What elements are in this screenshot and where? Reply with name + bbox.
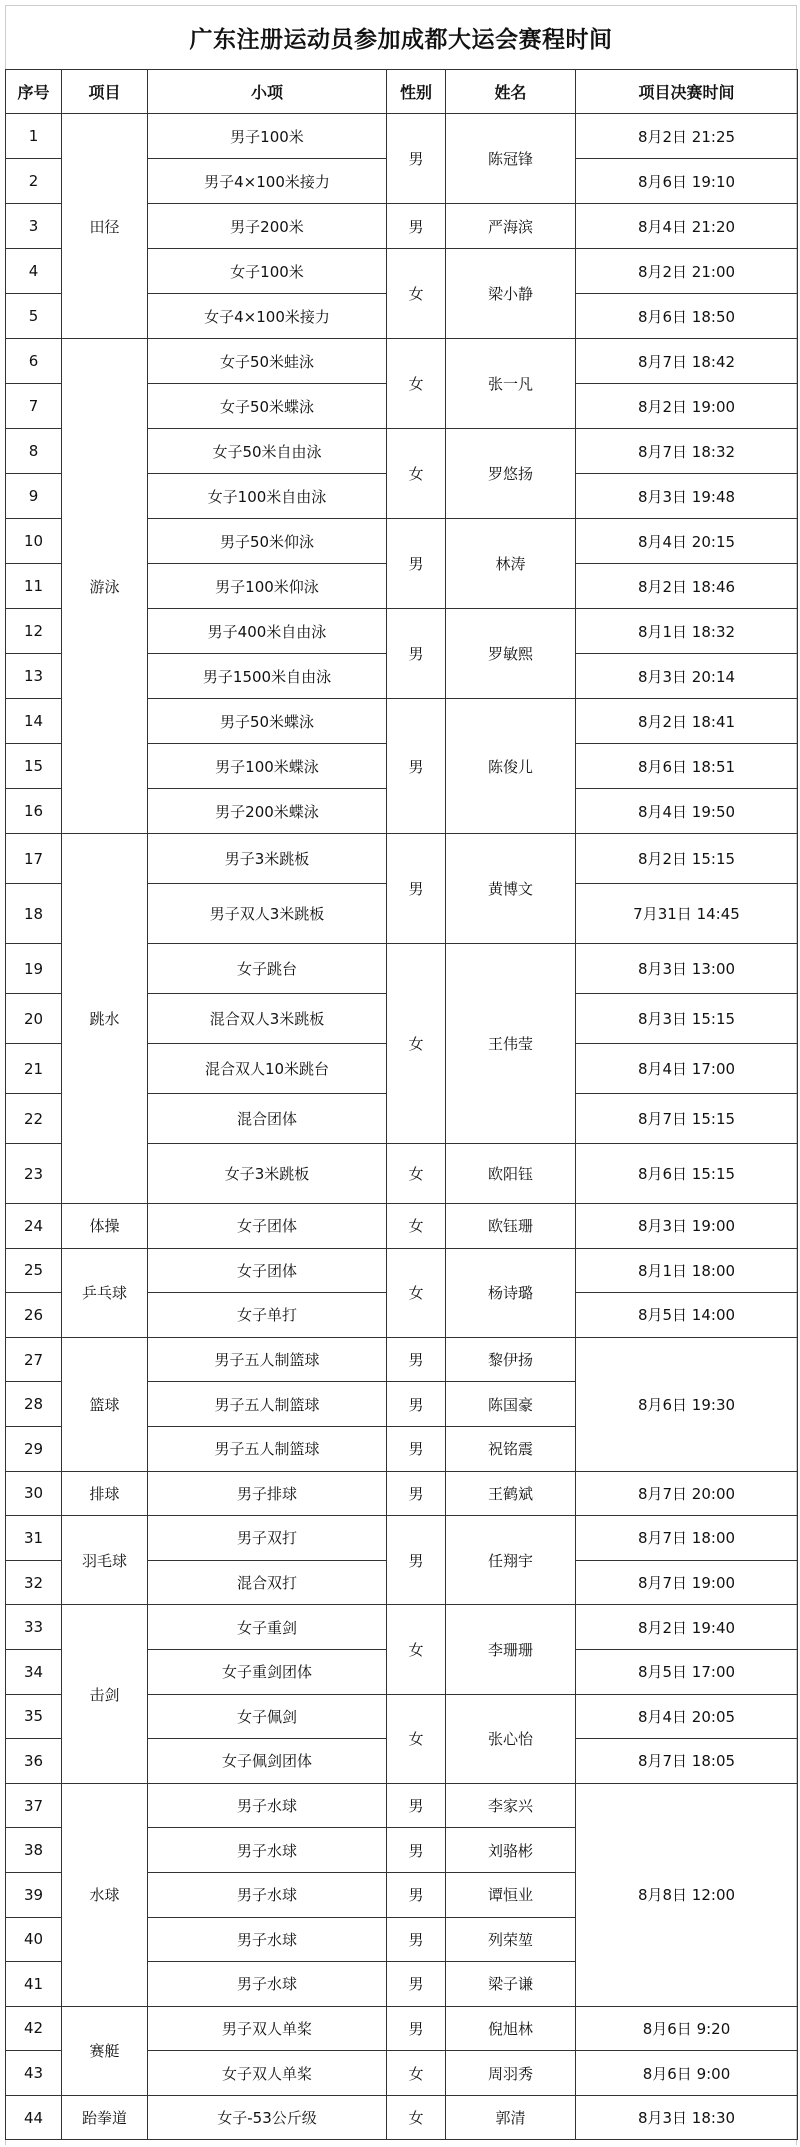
event-cell: 男子双人3米跳板 [148, 884, 387, 944]
row-number: 22 [6, 1094, 62, 1144]
event-cell: 女子100米 [148, 249, 387, 294]
table-row [6, 114, 798, 159]
final-time-cell: 8月7日 18:05 [576, 1739, 798, 1784]
gender-cell: 女 [387, 1248, 446, 1337]
row-number: 36 [6, 1739, 62, 1784]
gender-cell: 女 [387, 339, 446, 429]
row-number: 13 [6, 654, 62, 699]
row-number: 44 [6, 2095, 62, 2140]
row-number: 34 [6, 1649, 62, 1694]
event-cell: 男子双打 [148, 1516, 387, 1561]
final-time-cell: 8月2日 15:15 [576, 834, 798, 884]
final-time-cell: 8月4日 19:50 [576, 789, 798, 834]
row-number: 32 [6, 1560, 62, 1605]
athlete-name-cell: 周羽秀 [446, 2051, 576, 2096]
gender-cell: 男 [387, 1382, 446, 1427]
table-body [6, 114, 798, 2140]
athlete-name-cell: 陈国豪 [446, 1382, 576, 1427]
final-time-cell: 7月31日 14:45 [576, 884, 798, 944]
event-cell: 男子200米 [148, 204, 387, 249]
row-number: 15 [6, 744, 62, 789]
athlete-name-cell: 郭清 [446, 2095, 576, 2140]
gender-cell: 女 [387, 1204, 446, 1249]
athlete-name-cell: 李家兴 [446, 1783, 576, 1828]
row-number: 24 [6, 1204, 62, 1249]
header-final-time: 项目决赛时间 [576, 70, 798, 114]
row-number: 29 [6, 1426, 62, 1471]
final-time-cell: 8月5日 14:00 [576, 1293, 798, 1338]
event-cell: 女子跳台 [148, 944, 387, 994]
final-time-cell: 8月2日 19:40 [576, 1605, 798, 1650]
athlete-name-cell: 林涛 [446, 519, 576, 609]
sport-cell: 田径 [62, 114, 148, 339]
final-time-cell: 8月1日 18:00 [576, 1248, 798, 1293]
row-number: 25 [6, 1248, 62, 1293]
sport-cell: 击剑 [62, 1605, 148, 1783]
athlete-name-cell: 杨诗璐 [446, 1248, 576, 1337]
gender-cell: 男 [387, 204, 446, 249]
event-cell: 男子100米蝶泳 [148, 744, 387, 789]
athlete-name-cell: 谭恒业 [446, 1872, 576, 1917]
event-cell: 混合双人3米跳板 [148, 994, 387, 1044]
sport-cell: 排球 [62, 1471, 148, 1516]
row-number: 18 [6, 884, 62, 944]
row-number: 37 [6, 1783, 62, 1828]
row-number: 39 [6, 1872, 62, 1917]
event-cell: 男子水球 [148, 1917, 387, 1962]
final-time-cell: 8月6日 15:15 [576, 1144, 798, 1204]
gender-cell: 男 [387, 1962, 446, 2007]
table-row [6, 339, 798, 384]
row-number: 17 [6, 834, 62, 884]
athlete-name-cell: 王鹤斌 [446, 1471, 576, 1516]
event-cell: 男子100米仰泳 [148, 564, 387, 609]
athlete-name-cell: 黎伊扬 [446, 1337, 576, 1382]
row-number: 38 [6, 1828, 62, 1873]
event-cell: 女子4×100米接力 [148, 294, 387, 339]
event-cell: 男子五人制篮球 [148, 1426, 387, 1471]
athlete-name-cell: 黄博文 [446, 834, 576, 944]
schedule-table [5, 69, 798, 2140]
row-number: 14 [6, 699, 62, 744]
table-row [6, 1248, 798, 1293]
final-time-cell: 8月6日 9:00 [576, 2051, 798, 2096]
row-number: 20 [6, 994, 62, 1044]
athlete-name-cell: 列荣堃 [446, 1917, 576, 1962]
sport-cell: 体操 [62, 1204, 148, 1249]
row-number: 28 [6, 1382, 62, 1427]
athlete-name-cell: 祝铭震 [446, 1426, 576, 1471]
row-number: 6 [6, 339, 62, 384]
row-number: 1 [6, 114, 62, 159]
table-row [6, 2095, 798, 2140]
table-row [6, 1204, 798, 1249]
event-cell: 女子佩剑团体 [148, 1739, 387, 1784]
gender-cell: 男 [387, 1337, 446, 1382]
row-number: 43 [6, 2051, 62, 2096]
row-number: 21 [6, 1044, 62, 1094]
event-cell: 男子100米 [148, 114, 387, 159]
event-cell: 男子50米蝶泳 [148, 699, 387, 744]
row-number: 35 [6, 1694, 62, 1739]
final-time-cell: 8月8日 12:00 [576, 1783, 798, 2006]
event-cell: 混合双人10米跳台 [148, 1044, 387, 1094]
athlete-name-cell: 欧钰珊 [446, 1204, 576, 1249]
header-sport: 项目 [62, 70, 148, 114]
row-number: 23 [6, 1144, 62, 1204]
gender-cell: 女 [387, 2095, 446, 2140]
sport-cell: 乒乓球 [62, 1248, 148, 1337]
athlete-name-cell: 罗悠扬 [446, 429, 576, 519]
final-time-cell: 8月3日 19:00 [576, 1204, 798, 1249]
event-cell: 女子100米自由泳 [148, 474, 387, 519]
page-title: 广东注册运动员参加成都大运会赛程时间 [189, 26, 613, 53]
row-number: 12 [6, 609, 62, 654]
gender-cell: 男 [387, 1828, 446, 1873]
header-event: 小项 [148, 70, 387, 114]
row-number: 30 [6, 1471, 62, 1516]
row-number: 2 [6, 159, 62, 204]
gender-cell: 男 [387, 519, 446, 609]
final-time-cell: 8月7日 20:00 [576, 1471, 798, 1516]
final-time-cell: 8月6日 19:30 [576, 1337, 798, 1471]
sport-cell: 羽毛球 [62, 1516, 148, 1605]
athlete-name-cell: 梁子谦 [446, 1962, 576, 2007]
athlete-name-cell: 刘骆彬 [446, 1828, 576, 1873]
gender-cell: 男 [387, 1783, 446, 1828]
gender-cell: 男 [387, 2006, 446, 2051]
final-time-cell: 8月4日 20:15 [576, 519, 798, 564]
row-number: 33 [6, 1605, 62, 1650]
event-cell: 男子双人单桨 [148, 2006, 387, 2051]
final-time-cell: 8月7日 18:00 [576, 1516, 798, 1561]
athlete-name-cell: 倪旭林 [446, 2006, 576, 2051]
event-cell: 女子50米自由泳 [148, 429, 387, 474]
event-cell: 女子团体 [148, 1204, 387, 1249]
header-no: 序号 [6, 70, 62, 114]
event-cell: 男子水球 [148, 1783, 387, 1828]
event-cell: 男子4×100米接力 [148, 159, 387, 204]
event-cell: 女子50米蛙泳 [148, 339, 387, 384]
final-time-cell: 8月2日 21:00 [576, 249, 798, 294]
final-time-cell: 8月1日 18:32 [576, 609, 798, 654]
row-number: 40 [6, 1917, 62, 1962]
event-cell: 男子五人制篮球 [148, 1337, 387, 1382]
header-name: 姓名 [446, 70, 576, 114]
gender-cell: 女 [387, 249, 446, 339]
row-number: 3 [6, 204, 62, 249]
gender-cell: 女 [387, 1694, 446, 1783]
row-number: 8 [6, 429, 62, 474]
sport-cell: 水球 [62, 1783, 148, 2006]
gender-cell: 男 [387, 1872, 446, 1917]
final-time-cell: 8月7日 15:15 [576, 1094, 798, 1144]
sport-cell: 赛艇 [62, 2006, 148, 2095]
event-cell: 男子水球 [148, 1872, 387, 1917]
gender-cell: 男 [387, 609, 446, 699]
event-cell: 男子水球 [148, 1962, 387, 2007]
row-number: 11 [6, 564, 62, 609]
event-cell: 女子单打 [148, 1293, 387, 1338]
athlete-name-cell: 任翔宇 [446, 1516, 576, 1605]
final-time-cell: 8月2日 21:25 [576, 114, 798, 159]
final-time-cell: 8月6日 19:10 [576, 159, 798, 204]
row-number: 10 [6, 519, 62, 564]
athlete-name-cell: 陈冠锋 [446, 114, 576, 204]
athlete-name-cell: 张一凡 [446, 339, 576, 429]
gender-cell: 男 [387, 834, 446, 944]
event-cell: 男子五人制篮球 [148, 1382, 387, 1427]
final-time-cell: 8月6日 9:20 [576, 2006, 798, 2051]
athlete-name-cell: 张心怡 [446, 1694, 576, 1783]
final-time-cell: 8月5日 17:00 [576, 1649, 798, 1694]
row-number: 19 [6, 944, 62, 994]
sport-cell: 篮球 [62, 1337, 148, 1471]
gender-cell: 男 [387, 114, 446, 204]
final-time-cell: 8月3日 15:15 [576, 994, 798, 1044]
gender-cell: 女 [387, 1605, 446, 1694]
table-row [6, 1471, 798, 1516]
athlete-name-cell: 罗敏熙 [446, 609, 576, 699]
final-time-cell: 8月2日 18:41 [576, 699, 798, 744]
sport-cell: 跳水 [62, 834, 148, 1204]
table-row [6, 2006, 798, 2051]
final-time-cell: 8月3日 13:00 [576, 944, 798, 994]
table-row [6, 1516, 798, 1561]
row-number: 9 [6, 474, 62, 519]
table-row [6, 1783, 798, 1828]
gender-cell: 男 [387, 699, 446, 834]
row-number: 41 [6, 1962, 62, 2007]
sport-cell: 跆拳道 [62, 2095, 148, 2140]
row-number: 31 [6, 1516, 62, 1561]
event-cell: 混合双打 [148, 1560, 387, 1605]
event-cell: 男子50米仰泳 [148, 519, 387, 564]
table-row [6, 1605, 798, 1650]
row-number: 7 [6, 384, 62, 429]
final-time-cell: 8月2日 18:46 [576, 564, 798, 609]
event-cell: 女子50米蝶泳 [148, 384, 387, 429]
event-cell: 男子1500米自由泳 [148, 654, 387, 699]
gender-cell: 男 [387, 1426, 446, 1471]
sport-cell: 游泳 [62, 339, 148, 834]
gender-cell: 男 [387, 1471, 446, 1516]
final-time-cell: 8月3日 18:30 [576, 2095, 798, 2140]
gender-cell: 男 [387, 1516, 446, 1605]
event-cell: 女子佩剑 [148, 1694, 387, 1739]
event-cell: 女子双人单桨 [148, 2051, 387, 2096]
row-number: 5 [6, 294, 62, 339]
header-gender: 性别 [387, 70, 446, 114]
event-cell: 女子-53公斤级 [148, 2095, 387, 2140]
event-cell: 女子团体 [148, 1248, 387, 1293]
row-number: 16 [6, 789, 62, 834]
event-cell: 男子400米自由泳 [148, 609, 387, 654]
final-time-cell: 8月7日 18:42 [576, 339, 798, 384]
athlete-name-cell: 梁小静 [446, 249, 576, 339]
gender-cell: 女 [387, 944, 446, 1144]
athlete-name-cell: 欧阳钰 [446, 1144, 576, 1204]
gender-cell: 男 [387, 1917, 446, 1962]
event-cell: 男子200米蝶泳 [148, 789, 387, 834]
gender-cell: 女 [387, 1144, 446, 1204]
event-cell: 女子3米跳板 [148, 1144, 387, 1204]
final-time-cell: 8月6日 18:50 [576, 294, 798, 339]
final-time-cell: 8月6日 18:51 [576, 744, 798, 789]
row-number: 26 [6, 1293, 62, 1338]
event-cell: 女子重剑团体 [148, 1649, 387, 1694]
table-row [6, 1337, 798, 1382]
table-header-row [6, 70, 798, 114]
athlete-name-cell: 王伟莹 [446, 944, 576, 1144]
athlete-name-cell: 陈俊儿 [446, 699, 576, 834]
athlete-name-cell: 李珊珊 [446, 1605, 576, 1694]
final-time-cell: 8月4日 17:00 [576, 1044, 798, 1094]
athlete-name-cell: 严海滨 [446, 204, 576, 249]
final-time-cell: 8月4日 20:05 [576, 1694, 798, 1739]
event-cell: 混合团体 [148, 1094, 387, 1144]
gender-cell: 女 [387, 2051, 446, 2096]
row-number: 27 [6, 1337, 62, 1382]
row-number: 42 [6, 2006, 62, 2051]
final-time-cell: 8月3日 19:48 [576, 474, 798, 519]
table-row [6, 834, 798, 884]
final-time-cell: 8月7日 19:00 [576, 1560, 798, 1605]
event-cell: 男子3米跳板 [148, 834, 387, 884]
row-number: 4 [6, 249, 62, 294]
event-cell: 男子排球 [148, 1471, 387, 1516]
event-cell: 男子水球 [148, 1828, 387, 1873]
final-time-cell: 8月4日 21:20 [576, 204, 798, 249]
event-cell: 女子重剑 [148, 1605, 387, 1650]
final-time-cell: 8月2日 19:00 [576, 384, 798, 429]
gender-cell: 女 [387, 429, 446, 519]
final-time-cell: 8月3日 20:14 [576, 654, 798, 699]
final-time-cell: 8月7日 18:32 [576, 429, 798, 474]
